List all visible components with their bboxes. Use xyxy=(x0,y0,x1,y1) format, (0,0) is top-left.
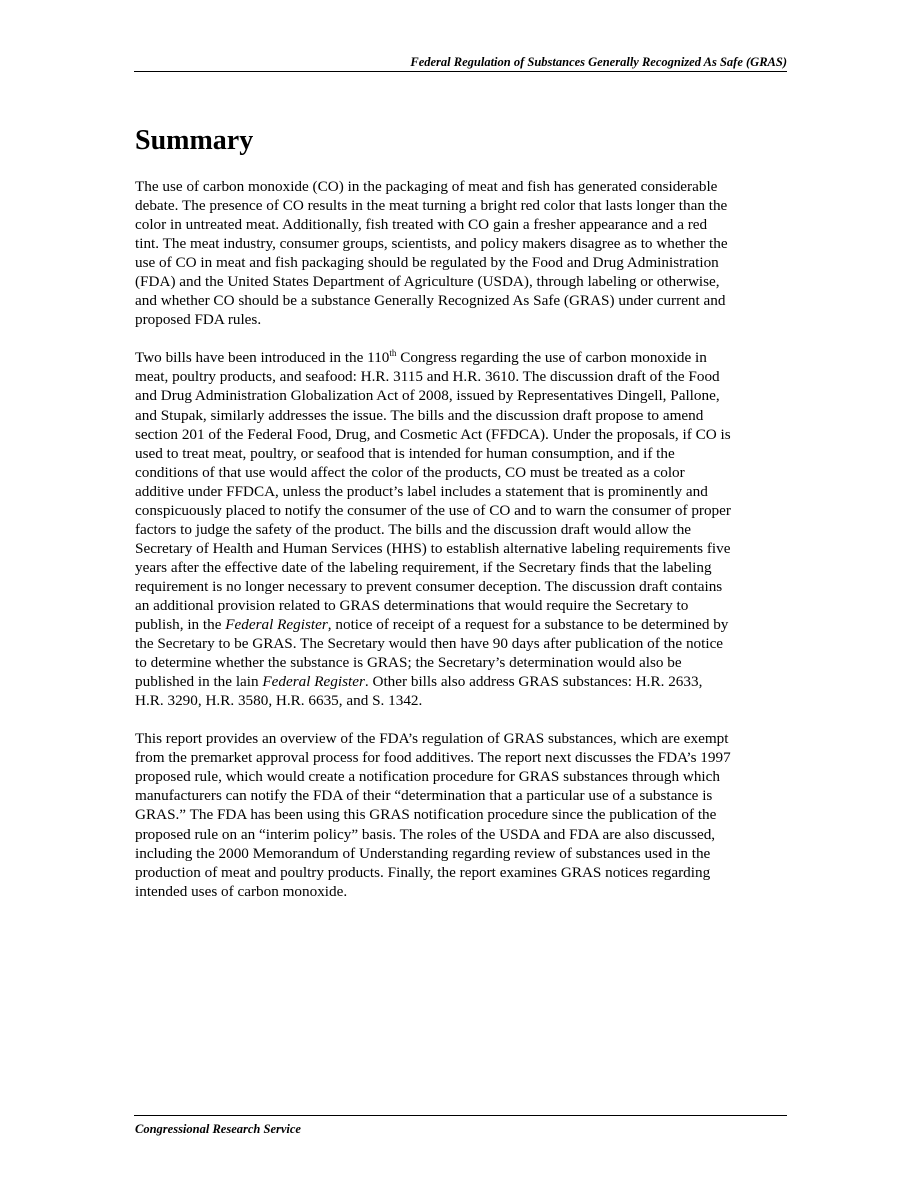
summary-body xyxy=(135,177,790,901)
text-line: additive under FFDCA, unless the product’s label includes a statement that is prominently and xyxy=(135,482,708,500)
footer-rule xyxy=(134,1115,787,1116)
text-line: from the premarket approval process for food additives. The report next discusses the FDA’s 1997 xyxy=(135,749,731,767)
text-line: This report provides an overview of the FDA’s regulation of GRAS substances, which are exempt xyxy=(135,730,729,748)
text-line: Secretary of Health and Human Services (HHS) to establish alternative labeling requirements five xyxy=(135,539,731,557)
page-title: Summary xyxy=(135,125,254,156)
paragraph-report-overview xyxy=(135,729,790,900)
text-line: an additional provision related to GRAS determinations that would require the Secretary to xyxy=(135,596,689,614)
text-line: The use of carbon monoxide (CO) in the packaging of meat and fish has generated considerable xyxy=(135,178,718,195)
paragraph-co-packaging xyxy=(135,177,790,329)
footer-organization: Congressional Research Service xyxy=(135,1122,301,1136)
superscript-th: th xyxy=(389,348,397,359)
text-line: to determine whether the substance is GRAS; the Secretary’s determination would also be xyxy=(135,654,682,672)
text-run: , notice of receipt of a request for a substance to be determined by xyxy=(327,616,729,634)
text-run: published in the lain xyxy=(135,673,263,691)
text-line: and Stupak, similarly addresses the issue. The bills and the discussion draft propose to amend xyxy=(135,406,704,424)
text-line: conspicuously placed to notify the consumer of the use of CO and to warn the consumer of proper xyxy=(135,501,731,519)
text-line: the Secretary to be GRAS. The Secretary would then have 90 days after publication of the notice xyxy=(135,635,724,653)
header-rule xyxy=(134,71,787,72)
text-line: proposed rule, which would create a notification procedure for GRAS substances through which xyxy=(135,768,720,786)
text-line: conditions of that use would affect the color of the products, CO must be treated as a color xyxy=(135,463,685,481)
text-line: meat, poultry products, and seafood: H.R. 3115 and H.R. 3610. The discussion draft of the Food xyxy=(135,368,720,386)
text-line: color in untreated meat. Additionally, fish treated with CO gain a fresher appearance and a red xyxy=(135,216,708,234)
text-run: Two bills have been introduced in the 110 xyxy=(135,349,390,367)
text-line: factors to judge the safety of the product. The bills and the discussion draft would allow the xyxy=(135,520,692,538)
text-line: debate. The presence of CO results in the meat turning a bright red color that lasts longer than the xyxy=(135,197,728,215)
text-line xyxy=(135,615,790,634)
text-line: (FDA) and the United States Department of Agriculture (USDA), through labeling or otherwise, xyxy=(135,273,720,291)
text-line: intended uses of carbon monoxide. xyxy=(135,882,348,900)
text-run: Congress regarding the use of carbon monoxide in xyxy=(396,349,707,367)
text-line: section 201 of the Federal Food, Drug, and Cosmetic Act (FFDCA). Under the proposals, if CO is xyxy=(135,425,731,443)
text-line: GRAS.” The FDA has been using this GRAS notification procedure since the publication of the xyxy=(135,806,717,824)
text-line: used to treat meat, poultry, or seafood that is intended for human consumption, and if the xyxy=(135,444,675,462)
text-line: use of CO in meat and fish packaging should be regulated by the Food and Drug Administration xyxy=(135,254,719,272)
text-line xyxy=(135,672,790,691)
federal-register-italic: Federal Register xyxy=(262,673,365,691)
text-run: publish, in the xyxy=(135,616,226,634)
text-line: tint. The meat industry, consumer groups, scientists, and policy makers disagree as to whether the xyxy=(135,235,728,253)
text-run: . Other bills also address GRAS substances: H.R. 2633, xyxy=(364,673,703,691)
running-header: Federal Regulation of Substances Generally Recognized As Safe (GRAS) xyxy=(410,55,787,69)
text-line: production of meat and poultry products. Finally, the report examines GRAS notices regarding xyxy=(135,863,711,881)
text-line: proposed FDA rules. xyxy=(135,311,262,329)
paragraph-bills xyxy=(135,348,790,710)
text-line: proposed rule on an “interim policy” basis. The roles of the USDA and FDA are also discussed, xyxy=(135,825,716,843)
text-line: years after the effective date of the labeling requirement, if the Secretary finds that the labeling xyxy=(135,558,712,576)
text-line: and whether CO should be a substance Generally Recognized As Safe (GRAS) under current and xyxy=(135,292,726,310)
text-line: including the 2000 Memorandum of Understanding regarding review of substances used in the xyxy=(135,844,711,862)
text-line: H.R. 3290, H.R. 3580, H.R. 6635, and S. 1342. xyxy=(135,692,423,710)
text-line: requirement is no longer necessary to prevent consumer deception. The discussion draft contains xyxy=(135,577,723,595)
text-line: manufacturers can notify the FDA of their “determination that a particular use of a substance is xyxy=(135,787,713,805)
paragraph-bills-lines-a xyxy=(135,367,790,615)
paragraph-bills-lines-b xyxy=(135,634,790,672)
federal-register-italic: Federal Register xyxy=(225,616,328,634)
text-line xyxy=(135,348,790,367)
text-line: and Drug Administration Globalization Act of 2008, issued by Representatives Dingell, Pallone, xyxy=(135,387,720,405)
